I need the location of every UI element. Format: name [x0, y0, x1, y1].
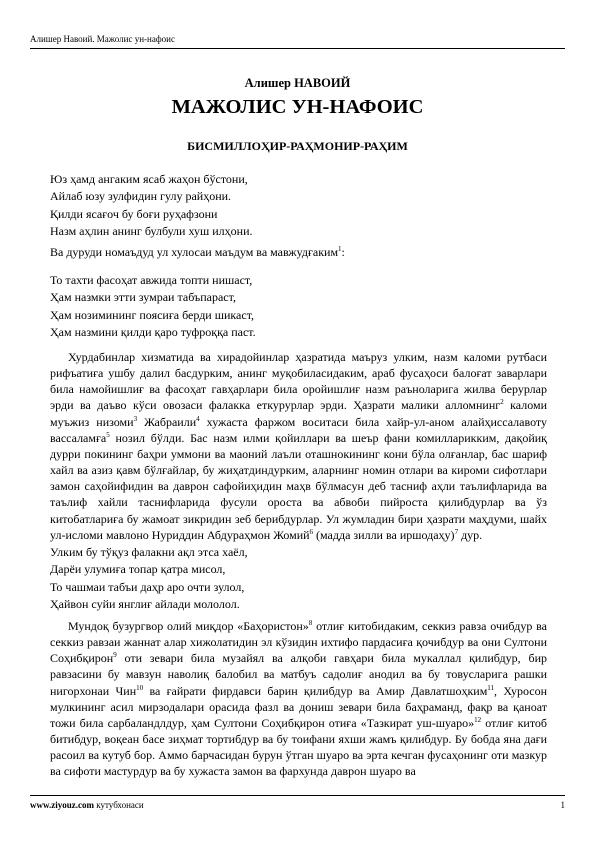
verse-line: Ҳам назмки этти зумраи табъпараст,	[50, 290, 236, 305]
verse-line: Ҳам нозимининг поясиға берди шикаст,	[50, 307, 255, 322]
footnote-ref[interactable]: 3	[133, 414, 138, 423]
site-suffix: кутубхонаси	[94, 800, 144, 810]
text: ва ғайрати фирдавси барин қилибдур ва Амир Давлатшоҳким	[143, 683, 488, 698]
document-title: МАЖОЛИС УН-НАФОИС	[171, 96, 424, 118]
footnote-ref[interactable]: 2	[500, 398, 504, 407]
verse-line: Ҳам назмини қилди қаро туфроққа паст.	[50, 324, 256, 339]
text: каломи муъжиз низоми	[50, 398, 548, 429]
footnote-ref[interactable]: 4	[196, 414, 200, 423]
text: :	[341, 245, 345, 259]
verse-3	[50, 544, 248, 613]
verse-line: Назм аҳлин анинг булбули хуш илҳони.	[50, 223, 253, 238]
footer-source	[30, 800, 144, 810]
paragraph-2	[50, 618, 547, 780]
footnote-ref[interactable]: 12	[474, 715, 482, 724]
footnote-ref[interactable]: 5	[106, 430, 110, 439]
verse-line: Ҳайвон суйи янглиғ айлади мололол.	[50, 596, 240, 611]
verse-line: То тахти фасоҳат авжида топти нишаст,	[50, 273, 253, 287]
site-link[interactable]: www.ziyouz.com	[30, 800, 94, 810]
text: (мадда зилли ва иршодаҳу)	[313, 527, 455, 542]
footnote-ref[interactable]: 7	[454, 527, 459, 536]
text: хужаста фаржом воситаси била хайр-ул-аном алайҳиссалавоту вассаламға	[50, 414, 547, 445]
author-name: Алишер НАВОИЙ	[244, 76, 351, 90]
verse-2	[50, 272, 256, 341]
footnote-ref[interactable]: 6	[309, 527, 314, 536]
footnote-ref[interactable]: 10	[136, 683, 144, 692]
footnote-ref[interactable]: 11	[487, 683, 495, 692]
footer-divider	[30, 795, 565, 796]
text: отлиғ китобидаким, секкиз равза очибдур ва секкиз равзаи жаннат алар хижолатидин эл кўзидин ихтифо пардасиға қочибдур ва они Султони Соҳибқирон	[50, 619, 547, 666]
verse-line: Улким бу тўқуз фалакни ақл этса хаёл,	[50, 545, 248, 559]
verse-line: Дарёи улумиға топар қатра мисол,	[50, 562, 226, 577]
text: отлиғ китоб битибдур, воқеан басе зиҳмат тортибдур ва бу тоифани яхши жамъ қилибдур. Бу бобда яна дағи расоил ва кутуб бор. Аммо барчасидан бурун ўтган шуаро ва эрта кечган фусаҳонинг оти мазкур ва сифоти мастурдур ва бу хужаста замон ва фархунда даврон шуаро ва	[50, 715, 548, 779]
page-number: 1	[560, 800, 565, 810]
footnote-ref[interactable]: 8	[308, 619, 313, 627]
text: оти зевари била музайял ва алқоби гавҳари била мукаллал қилибдур, бир равзасини бу мавзун наволиқ балобил ва матбуъ садолиғ анодил ва бу товусларига рашки нигорхонаи Чин	[50, 651, 547, 698]
verse-line: Қилди ясағоч бу боғи руҳафзони	[50, 206, 218, 221]
paragraph-1	[50, 349, 547, 543]
verse-line: Айлаб юзу зулфидин гулу райҳони.	[50, 189, 232, 204]
text: Мундоқ бузургвор олий миқдор «Баҳористон»	[68, 619, 309, 633]
footnote-ref[interactable]: 1	[338, 245, 342, 253]
header-divider	[30, 48, 565, 49]
text: нозил бўлди. Бас назм илми қойиллари ва шеър фани комилларикким, дақойиқ дурри покининг баҳри уммони ва маоний лаъли оташнокининг кони бўла олғанлар, бас шариф хайл ва азиз қавм бўлғайлар, бу жиҳатдиндурким, аларнинг номин отлари ва кироми сифотлари замон саҳойифидин ва даврон сафойиҳидин маҳв бўлмасун деб тасниф аҳли таълифларида ва таълиф хайли таснифларида фусули ороста ва абвоби пийроста қилибдурлар ва ўз китобатлариға бу жамоат зикридин зеб берибдурлар. Ул жумладин бири ҳазрати маҳдуми, шайх ул-исломи мавлоно Нуриддин Абдураҳмон Жомий	[50, 430, 547, 542]
text: Ва дуруди номаъдуд ул хулосаи маъдум ва мавжудғаким	[50, 245, 339, 259]
text: дур.	[458, 527, 483, 542]
text: Хурдабинлар хизматида ва хирадойинлар ҳазратида маъруз улким, назм каломи рутбаси рифъатиға ушбу далил басдурким, анинг муқобиласидаким, араб фусаҳоси балоғат заварлари била намойишлиғ ва фасоҳат гавҳарлари била оройишлиғ назм раъноларига жилва берурлар эрди ва даъво кўси овозаси фалакка еткурурлар эрди. Ҳазрати малики алломнинг	[50, 350, 547, 413]
footnote-ref[interactable]: 9	[113, 651, 117, 660]
running-header: Алишер Навоий. Мажолис ун-нафоис	[30, 34, 175, 44]
verse-1	[50, 171, 253, 240]
verse-line: Юз ҳамд ангаким ясаб жаҳон бўстони,	[50, 172, 248, 186]
bismillah-heading: БИСМИЛЛОҲИР-РАҲМОНИР-РАҲИМ	[187, 139, 408, 153]
prose-line	[50, 245, 345, 260]
verse-line: То чашмаи табъи даҳр аро очти зулол,	[50, 579, 245, 594]
text: Жабраили	[137, 414, 197, 429]
text: , Хуросон мулкининг асил мирзодалари орасида фазл ва дониш зевари била баҳраманд, фақр ва қаноат тожи била сарбаландлдур, ҳам Султони Соҳибқирон отиға «Тазкират уш-шуаро»	[50, 683, 548, 730]
